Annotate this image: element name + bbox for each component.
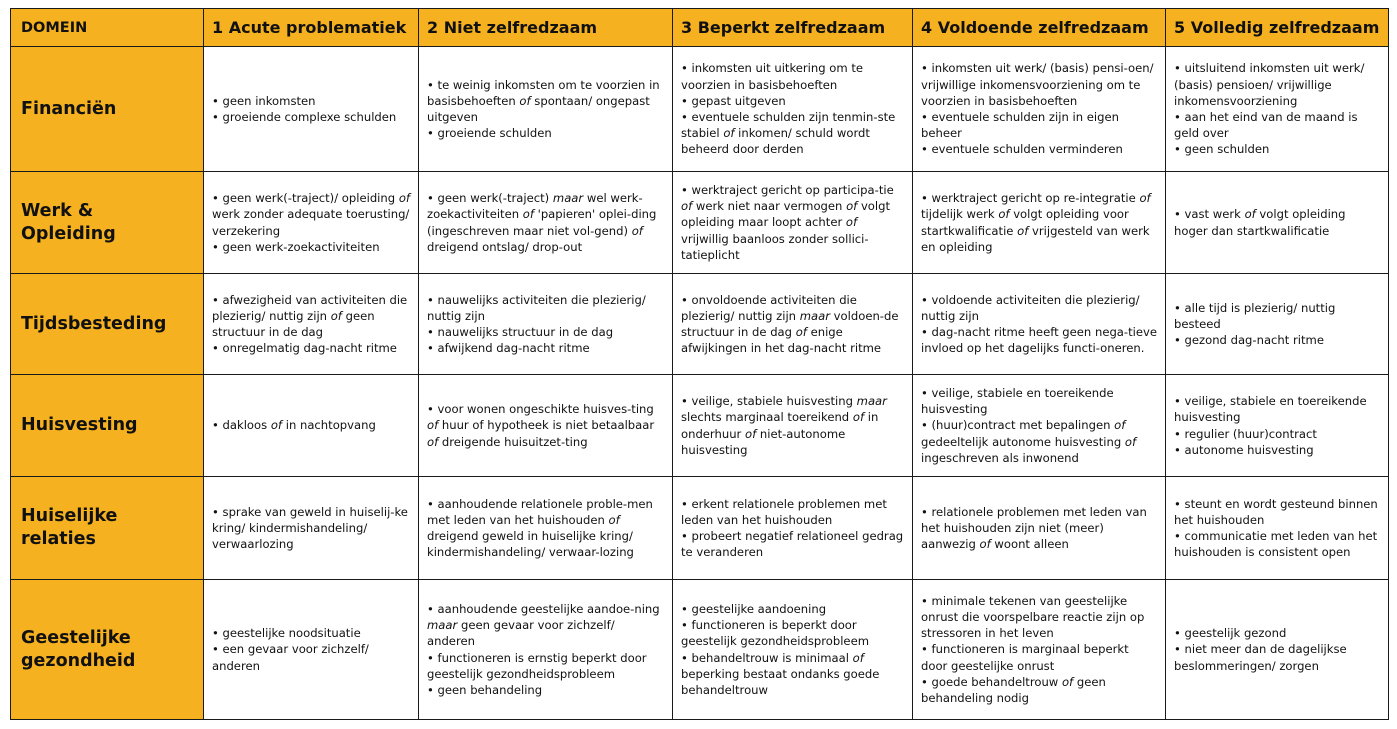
criterion-item: • veilige, stabiele huisvesting maar slechts marginaal toereikend of in onderhuur of niet-autonome huisvesting: [681, 393, 904, 458]
criterion-item: • communicatie met leden van het huishouden is consistent open: [1174, 528, 1380, 560]
criterion-item: • erkent relationele problemen met leden van het huishouden: [681, 496, 904, 528]
criteria-list: [212, 292, 410, 357]
domain-label: Tijdsbesteding: [11, 274, 204, 375]
row-huiselijke-relaties: [11, 477, 1389, 580]
header-row: [11, 9, 1389, 47]
domain-label: Huiselijke relaties: [11, 477, 204, 580]
cell-level-2: [419, 477, 673, 580]
criterion-item: • onregelmatig dag-nacht ritme: [212, 340, 410, 356]
criterion-item: • dag-nacht ritme heeft geen nega-tieve invloed op het dagelijks functi-oneren.: [921, 324, 1157, 356]
cell-level-4: [913, 580, 1166, 720]
criterion-item: • uitsluitend inkomsten uit werk/ (basis) pensioen/ vrijwillige inkomensvoorziening: [1174, 60, 1380, 109]
criterion-item: • alle tijd is plezierig/ nuttig besteed: [1174, 300, 1380, 332]
criteria-list: [921, 292, 1157, 357]
cell-level-3: [673, 580, 913, 720]
criterion-item: • een gevaar voor zichzelf/ anderen: [212, 641, 410, 673]
cell-level-4: [913, 274, 1166, 375]
row-werk-opleiding: [11, 172, 1389, 274]
criterion-item: • afwezigheid van activiteiten die plezierig/ nuttig zijn of geen structuur in de dag: [212, 292, 410, 341]
criteria-list: [921, 385, 1157, 466]
criterion-item: • geen werk(-traject)/ opleiding of werk zonder adequate toerusting/ verzekering: [212, 190, 410, 239]
criteria-list: [212, 93, 410, 125]
criterion-item: • geen werk(-traject) maar wel werk-zoekactiviteiten of 'papieren' oplei-ding (ingeschreven maar niet vol-gend) of dreigend ontslag/ drop-out: [427, 190, 664, 255]
cell-level-5: [1166, 274, 1389, 375]
criterion-item: • afwijkend dag-nacht ritme: [427, 340, 664, 356]
cell-level-3: [673, 47, 913, 172]
cell-level-1: [204, 375, 419, 477]
cell-level-1: [204, 47, 419, 172]
criterion-item: • onvoldoende activiteiten die plezierig/ nuttig zijn maar voldoen-de structuur in de dag of enige afwijkingen in het dag-nacht ritme: [681, 292, 904, 357]
criteria-list: [681, 496, 904, 561]
criterion-item: • inkomsten uit uitkering om te voorzien in basisbehoeften: [681, 60, 904, 92]
criteria-list: [921, 504, 1157, 553]
criterion-item: • niet meer dan de dagelijkse beslommeringen/ zorgen: [1174, 641, 1380, 673]
criteria-list: [212, 417, 410, 433]
criterion-item: • groeiende complexe schulden: [212, 109, 410, 125]
criterion-item: • te weinig inkomsten om te voorzien in basisbehoeften of spontaan/ ongepast uitgeven: [427, 77, 664, 126]
row-financien: [11, 47, 1389, 172]
header-level-4: 4 Voldoende zelfredzaam: [913, 9, 1166, 47]
criteria-list: [1174, 625, 1380, 674]
criterion-item: • voldoende activiteiten die plezierig/ nuttig zijn: [921, 292, 1157, 324]
cell-level-5: [1166, 375, 1389, 477]
cell-level-3: [673, 375, 913, 477]
criterion-item: • probeert negatief relationeel gedrag te veranderen: [681, 528, 904, 560]
criteria-list: [427, 401, 664, 450]
criterion-item: • gepast uitgeven: [681, 93, 904, 109]
criteria-list: [681, 601, 904, 698]
criterion-item: • veilige, stabiele en toereikende huisvesting: [1174, 393, 1380, 425]
cell-level-4: [913, 477, 1166, 580]
criterion-item: • geen behandeling: [427, 682, 664, 698]
criteria-list: [427, 601, 664, 698]
criterion-item: • nauwelijks activiteiten die plezierig/ nuttig zijn: [427, 292, 664, 324]
criterion-item: • relationele problemen met leden van het huishouden zijn niet (meer) aanwezig of woont alleen: [921, 504, 1157, 553]
criterion-item: • aanhoudende relationele proble-men met leden van het huishouden of dreigend geweld in huiselijke kring/ kindermishandeling/ verwaar-lozing: [427, 496, 664, 561]
criterion-item: • functioneren is beperkt door geestelijk gezondheidsprobleem: [681, 617, 904, 649]
criterion-item: • aan het eind van de maand is geld over: [1174, 109, 1380, 141]
cell-level-2: [419, 580, 673, 720]
criteria-list: [921, 593, 1157, 706]
row-tijdsbesteding: [11, 274, 1389, 375]
criterion-item: • regulier (huur)contract: [1174, 426, 1380, 442]
cell-level-3: [673, 274, 913, 375]
domain-label: Geestelijke gezondheid: [11, 580, 204, 720]
criterion-item: • vast werk of volgt opleiding hoger dan startkwalificatie: [1174, 206, 1380, 238]
criteria-list: [1174, 206, 1380, 238]
criterion-item: • geestelijke noodsituatie: [212, 625, 410, 641]
criterion-item: • functioneren is marginaal beperkt door geestelijke onrust: [921, 641, 1157, 673]
criteria-list: [1174, 393, 1380, 458]
cell-level-4: [913, 47, 1166, 172]
criterion-item: • groeiende schulden: [427, 125, 664, 141]
cell-level-3: [673, 172, 913, 274]
criteria-list: [212, 190, 410, 255]
criteria-list: [1174, 300, 1380, 349]
criteria-list: [1174, 60, 1380, 157]
header-level-1: 1 Acute problematiek: [204, 9, 419, 47]
criterion-item: • geestelijk gezond: [1174, 625, 1380, 641]
matrix-body: [11, 47, 1389, 720]
criterion-item: • minimale tekenen van geestelijke onrust die voorspelbare reactie zijn op stressoren in het leven: [921, 593, 1157, 642]
criterion-item: • aanhoudende geestelijke aandoe-ning maar geen gevaar voor zichzelf/ anderen: [427, 601, 664, 650]
criteria-list: [212, 504, 410, 553]
criterion-item: • functioneren is ernstig beperkt door geestelijk gezondheidsprobleem: [427, 650, 664, 682]
criteria-list: [427, 77, 664, 142]
criteria-list: [921, 60, 1157, 157]
header-domain: DOMEIN: [11, 9, 204, 47]
cell-level-1: [204, 477, 419, 580]
cell-level-2: [419, 375, 673, 477]
criterion-item: • gezond dag-nacht ritme: [1174, 332, 1380, 348]
self-sufficiency-matrix: [10, 8, 1389, 720]
cell-level-3: [673, 477, 913, 580]
criterion-item: • inkomsten uit werk/ (basis) pensi-oen/ vrijwillige inkomensvoorziening om te voorzien in basisbehoeften: [921, 60, 1157, 109]
cell-level-4: [913, 172, 1166, 274]
criteria-list: [681, 292, 904, 357]
row-huisvesting: [11, 375, 1389, 477]
criteria-list: [921, 190, 1157, 255]
cell-level-2: [419, 274, 673, 375]
criterion-item: • eventuele schulden verminderen: [921, 141, 1157, 157]
criterion-item: • geen inkomsten: [212, 93, 410, 109]
criterion-item: • autonome huisvesting: [1174, 442, 1380, 458]
domain-label: Financiën: [11, 47, 204, 172]
criterion-item: • voor wonen ongeschikte huisves-ting of huur of hypotheek is niet betaalbaar of dreigende huisuitzet-ting: [427, 401, 664, 450]
criteria-list: [427, 496, 664, 561]
cell-level-5: [1166, 477, 1389, 580]
criterion-item: • werktraject gericht op participa-tie of werk niet naar vermogen of volgt opleiding maar loopt achter of vrijwillig baanloos zonder sollici-tatieplicht: [681, 182, 904, 263]
criterion-item: • dakloos of in nachtopvang: [212, 417, 410, 433]
domain-label: Huisvesting: [11, 375, 204, 477]
cell-level-5: [1166, 47, 1389, 172]
criterion-item: • werktraject gericht op re-integratie of tijdelijk werk of volgt opleiding voor startkwalificatie of vrijgesteld van werk en opleiding: [921, 190, 1157, 255]
header-level-2: 2 Niet zelfredzaam: [419, 9, 673, 47]
cell-level-2: [419, 47, 673, 172]
criteria-list: [427, 190, 664, 255]
criteria-list: [1174, 496, 1380, 561]
cell-level-1: [204, 274, 419, 375]
cell-level-5: [1166, 580, 1389, 720]
cell-level-4: [913, 375, 1166, 477]
criteria-list: [427, 292, 664, 357]
criterion-item: • goede behandeltrouw of geen behandeling nodig: [921, 674, 1157, 706]
criterion-item: • geen schulden: [1174, 141, 1380, 157]
criteria-list: [681, 393, 904, 458]
criteria-list: [681, 60, 904, 157]
criterion-item: • behandeltrouw is minimaal of beperking bestaat ondanks goede behandeltrouw: [681, 650, 904, 699]
header-level-5: 5 Volledig zelfredzaam: [1166, 9, 1389, 47]
cell-level-2: [419, 172, 673, 274]
cell-level-1: [204, 172, 419, 274]
header-level-3: 3 Beperkt zelfredzaam: [673, 9, 913, 47]
domain-label: Werk & Opleiding: [11, 172, 204, 274]
criterion-item: • (huur)contract met bepalingen of gedeeltelijk autonome huisvesting of ingeschreven als inwonend: [921, 417, 1157, 466]
criterion-item: • veilige, stabiele en toereikende huisvesting: [921, 385, 1157, 417]
criterion-item: • steunt en wordt gesteund binnen het huishouden: [1174, 496, 1380, 528]
criterion-item: • geestelijke aandoening: [681, 601, 904, 617]
cell-level-1: [204, 580, 419, 720]
criterion-item: • geen werk-zoekactiviteiten: [212, 239, 410, 255]
criterion-item: • eventuele schulden zijn tenmin-ste stabiel of inkomen/ schuld wordt beheerd door derden: [681, 109, 904, 158]
row-geestelijke-gezondheid: [11, 580, 1389, 720]
criterion-item: • sprake van geweld in huiselij-ke kring/ kindermishandeling/ verwaarlozing: [212, 504, 410, 553]
criteria-list: [681, 182, 904, 263]
cell-level-5: [1166, 172, 1389, 274]
criteria-list: [212, 625, 410, 674]
criterion-item: • eventuele schulden zijn in eigen beheer: [921, 109, 1157, 141]
criterion-item: • nauwelijks structuur in de dag: [427, 324, 664, 340]
